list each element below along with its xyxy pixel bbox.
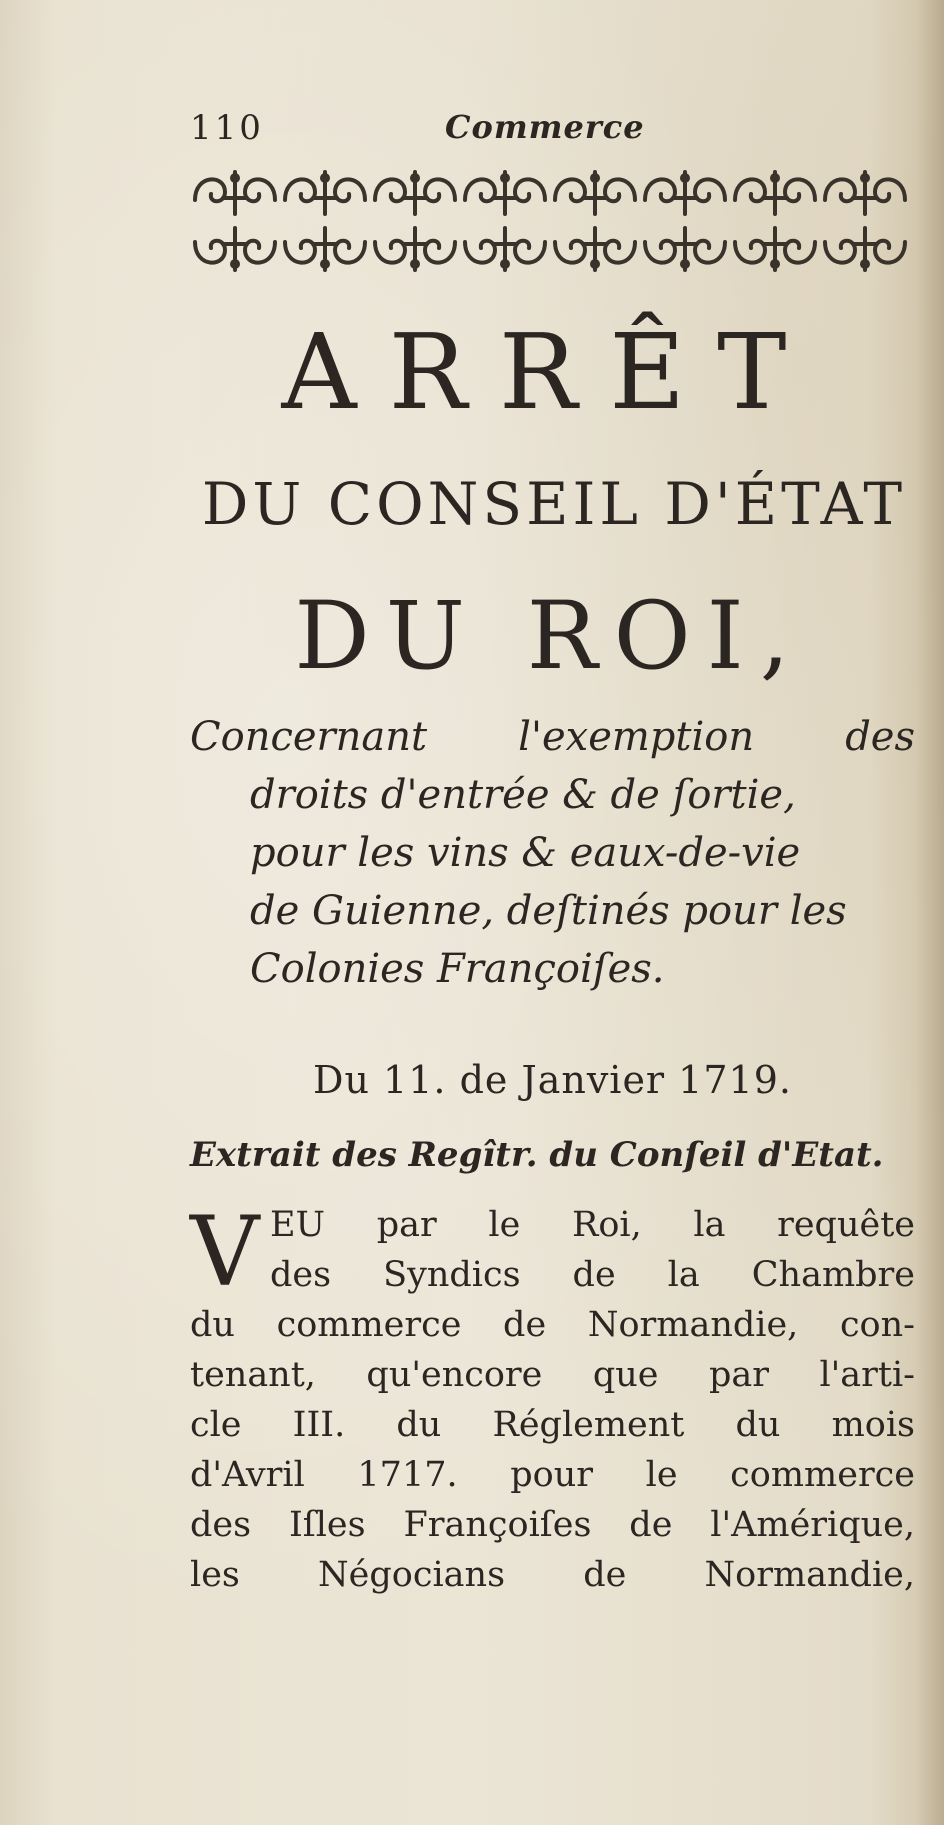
- fleuron-motif: [285, 228, 365, 270]
- body-line: tenant, qu'encore que par l'arti-: [190, 1355, 915, 1395]
- body-paragraph: [190, 1196, 915, 1600]
- subject-line: Concernant l'exemption des: [190, 714, 915, 760]
- fleuron-motif: [555, 172, 635, 214]
- fleuron-motif: [555, 228, 635, 270]
- page-edge-shadow: [916, 0, 944, 1825]
- subject-paragraph: [190, 708, 915, 998]
- title-arret: ARRÊT: [281, 311, 819, 433]
- fleuron-motif: [735, 228, 815, 270]
- body-line: les Négocians de Normandie,: [190, 1555, 915, 1595]
- drop-cap-lines: [190, 1196, 915, 1308]
- page-number: 110: [190, 108, 264, 148]
- fleuron-motif: [645, 228, 725, 270]
- fleuron-motif: [735, 172, 815, 214]
- fleuron-motif: [195, 172, 275, 214]
- fleuron-ornament-band: [190, 162, 912, 290]
- fleuron-ornament: [190, 162, 912, 290]
- decree-date: Du 11. de Janvier 1719.: [313, 1058, 792, 1102]
- fleuron-motif: [375, 172, 455, 214]
- body-line: EU par le Roi, la requête: [270, 1205, 915, 1245]
- body-line: des Iſles Françoiſes de l'Amérique,: [190, 1505, 915, 1545]
- drop-cap: V: [190, 1196, 260, 1308]
- fleuron-motif: [195, 228, 275, 270]
- subject-line: Colonies Françoiſes.: [250, 946, 665, 992]
- running-head: [190, 108, 910, 158]
- body-line: du commerce de Normandie, con-: [190, 1305, 915, 1345]
- title-conseil: DU CONSEIL D'ÉTAT: [201, 470, 907, 538]
- running-title: Commerce: [445, 108, 645, 146]
- fleuron-motif: [375, 228, 455, 270]
- body-line: des Syndics de la Chambre: [270, 1255, 915, 1295]
- fleuron-motif: [465, 172, 545, 214]
- fleuron-motif: [285, 172, 365, 214]
- fleuron-motif: [825, 172, 905, 214]
- fleuron-motif: [465, 228, 545, 270]
- body-line: cle III. du Réglement du mois: [190, 1405, 915, 1445]
- body-line: d'Avril 1717. pour le commerce: [190, 1455, 915, 1495]
- subject-line: pour les vins & eaux-de-vie: [250, 830, 801, 876]
- extract-heading: Extrait des Regîtr. du Conſeil d'Etat.: [190, 1135, 884, 1175]
- fleuron-motif: [645, 172, 725, 214]
- title-roi: DU ROI,: [294, 582, 806, 691]
- fleuron-motif: [825, 228, 905, 270]
- subject-line: droits d'entrée & de ſortie,: [250, 772, 796, 818]
- subject-line: de Guienne, deſtinés pour les: [250, 888, 847, 934]
